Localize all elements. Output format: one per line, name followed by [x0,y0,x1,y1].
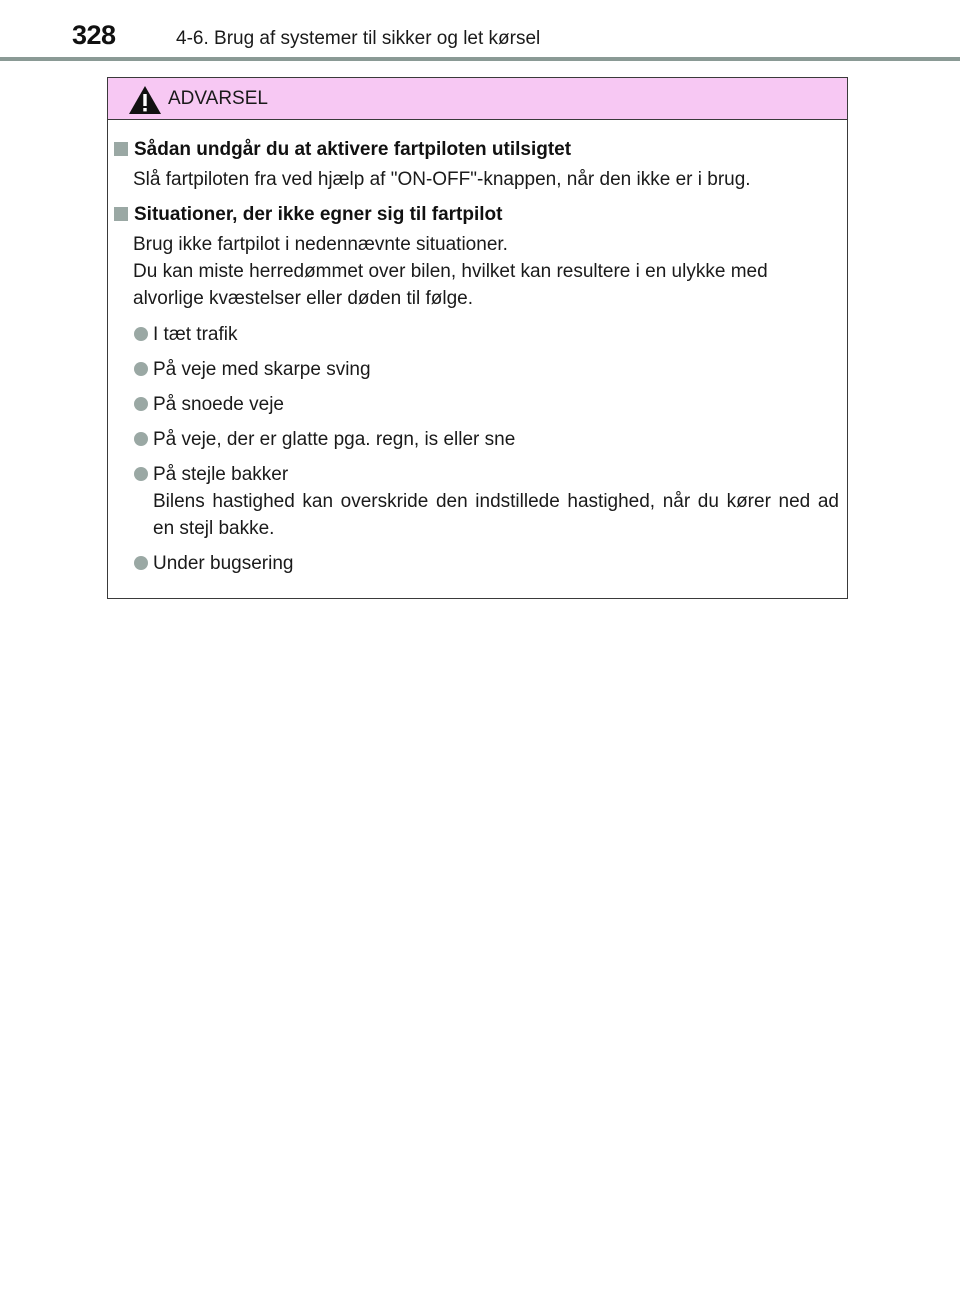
topic-heading-text: Situationer, der ikke egner sig til fartpilot [134,204,503,225]
round-bullet-icon [134,327,148,341]
topic-body: Slå fartpiloten fra ved hjælp af "ON-OFF"-knappen, når den ikke er i brug. [133,169,751,190]
warning-header [108,78,847,120]
list-item-text: På veje med skarpe sving [153,359,371,380]
topic-body-line: Du kan miste herredømmet over bilen, hvilket kan resultere i en ulykke med alvorlige kvæstelser eller døden til følge. [133,261,768,309]
topic-body-line: Brug ikke fartpilot i nedennævnte situationer. [133,234,508,255]
page-number: 328 [72,20,116,50]
round-bullet-icon [134,556,148,570]
topic-heading-text: Sådan undgår du at aktivere fartpiloten utilsigtet [134,139,572,160]
page-header [0,0,960,62]
warning-triangle-icon [128,85,162,115]
round-bullet-icon [134,362,148,376]
warning-title: ADVARSEL [168,88,268,109]
list-item-subtext: Bilens hastighed kan overskride den indstillede hastighed, når du kører ned ad en stejl bakke. [153,491,839,539]
square-bullet-icon [114,207,128,221]
topic-heading [114,139,571,161]
list-item-text: I tæt trafik [153,324,238,345]
round-bullet-icon [134,432,148,446]
square-bullet-icon [114,142,128,156]
topic-heading [114,204,502,226]
warning-box [107,77,848,599]
list-item-text: Under bugsering [153,553,294,574]
round-bullet-icon [134,467,148,481]
list-item-text: På veje, der er glatte pga. regn, is eller sne [153,429,516,450]
section-title: 4-6. Brug af systemer til sikker og let kørsel [176,28,541,49]
list-item-text: På snoede veje [153,394,284,415]
list-item-text: På stejle bakker [153,464,289,485]
header-rule [0,57,960,61]
round-bullet-icon [134,397,148,411]
